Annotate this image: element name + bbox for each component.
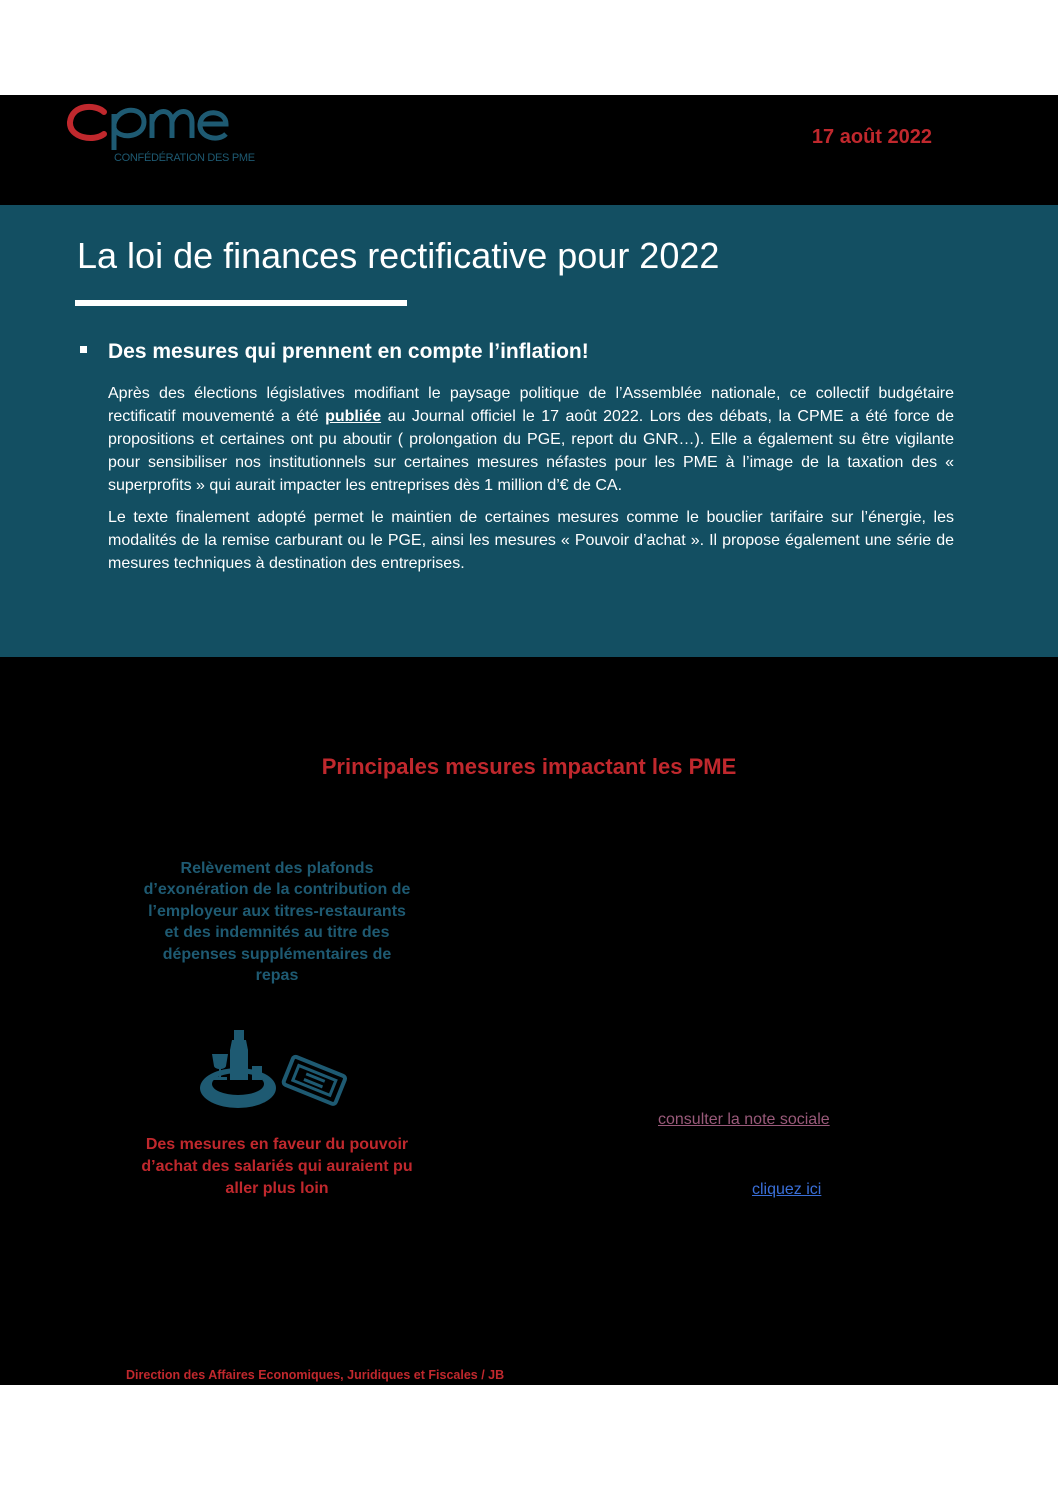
ticket-icon (283, 1056, 346, 1105)
footer-credit: Direction des Affaires Economiques, Juridiques et Fiscales / JB (126, 1368, 505, 1382)
page-title: La loi de finances rectificative pour 2022 (77, 235, 720, 276)
measure-icons (198, 1026, 358, 1116)
cpme-logo-mark (66, 100, 236, 152)
section-title: Principales mesures impactant les PME (321, 754, 737, 779)
click-here-link[interactable]: cliquez ici (752, 1181, 822, 1198)
intro-subheading: Des mesures qui prennent en compte l’inflation! (108, 340, 589, 363)
measure-title: Relèvement des plafonds d’exonération de la contribution de l’employeur aux titres-restaurants et des indemnités au titre des dépenses supplémentaires de repas (143, 860, 411, 985)
social-note-link[interactable]: consulter la note sociale (658, 1111, 830, 1128)
intro-paragraph-2: Le texte finalement adopté permet le maintien de certaines mesures comme le bouclier tarifaire sur l’énergie, les modalités de la remise carburant ou le PGE, ainsi les mesures « Pouvoir d’achat ». Il propose également une série de mesures techniques à destination des entreprises. (108, 509, 954, 572)
bullet-marker (80, 346, 87, 353)
published-link[interactable]: publiée (325, 408, 382, 425)
meal-tray-icon (200, 1030, 276, 1108)
paragraph-1-end: au Journal officiel le 17 août 2022. Lors des débats, la CPME a été force de propositions et certaines ont pu aboutir ( prolongation du PGE, report du GNR…). Elle a également su être vigilante pour sensibiliser nos institutionnels sur certaines mesures néfastes pour les PME à l’image de la taxation des « superprofits » qui aurait impacter les entreprises dès 1 million d’€ de CA. (108, 408, 955, 494)
cpme-logo (66, 100, 286, 170)
measure-subtitle: Des mesures en faveur du pouvoir d’achat des salariés qui auraient pu aller plus loin (141, 1136, 413, 1197)
logo-subtitle: CONFÉDÉRATION DES PME (114, 152, 255, 164)
paragraph-1-start: Après des élections législatives modifiant le paysage politique de l’Assemblée nationale, ce collectif budgétaire rectificatif mouvementé a été (108, 385, 954, 425)
document-date: 17 août 2022 (811, 126, 932, 148)
intro-paragraph-1 (108, 382, 954, 497)
title-underline (75, 300, 407, 306)
